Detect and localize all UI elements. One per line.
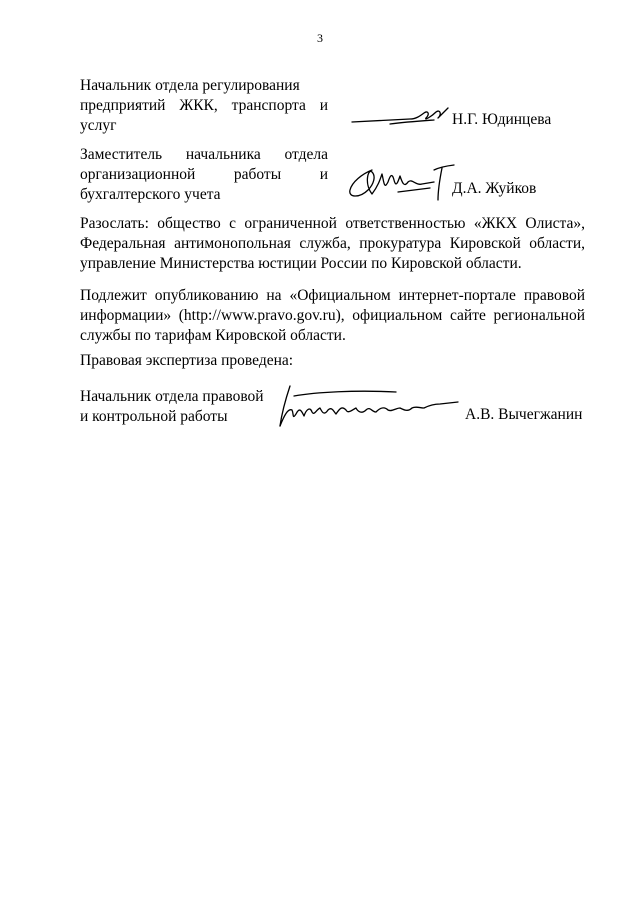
- signatory-2-title-line: Заместитель начальника отдела: [80, 146, 328, 163]
- legal-review-name: А.В. Вычегжанин: [465, 406, 583, 423]
- legal-review-title-line: Начальник отдела правовой: [80, 388, 264, 405]
- page-number: 3: [317, 31, 323, 45]
- signatory-1-name: Н.Г. Юдинцева: [452, 111, 552, 128]
- signatory-1-title: [80, 76, 328, 136]
- signatory-1-title-line: предприятий ЖКК, транспорта и: [80, 97, 328, 114]
- signatory-2-title-line: организационной работы и: [80, 166, 328, 183]
- signatory-1-signature: [350, 100, 450, 130]
- signatory-2-name: Д.А. Жуйков: [452, 180, 537, 197]
- legal-review-title-line: и контрольной работы: [80, 408, 228, 425]
- signatory-2-title: [80, 145, 328, 205]
- signatory-2-title-line: бухгалтерского учета: [80, 186, 221, 203]
- publication-note: Подлежит опубликованию на «Официальном интернет-портале правовой информации» (http://www.pravo.gov.ru), официальном сайте региональной службы по тарифам Кировской области.: [80, 287, 585, 344]
- legal-review-signature: [276, 382, 461, 430]
- signatory-1-title-line: услуг: [80, 117, 117, 134]
- signatory-2-signature: [342, 160, 457, 205]
- legal-review-title: [80, 387, 280, 427]
- distribution-list: Разослать: общество с ограниченной ответственностью «ЖКХ Олиста», Федеральная антимонопольная служба, прокуратура Кировской области, управление Министерства юстиции России по Кировской области.: [80, 215, 585, 272]
- legal-review-statement: Правовая экспертиза проведена:: [80, 352, 294, 369]
- signatory-1-title-line: Начальник отдела регулирования: [80, 77, 300, 94]
